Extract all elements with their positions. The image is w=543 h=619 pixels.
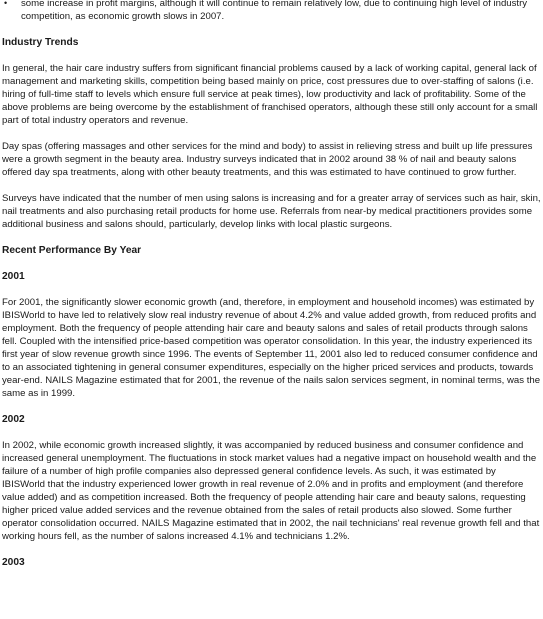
- paragraph-men-using-salons: Surveys have indicated that the number of men using salons is increasing and for a greater array of services such as hair, skin, nail treatments and also purchasing retail products for home use. Referrals from near-by medical practitioners provides some additional business and salons should, particularly, develop links with local plastic surgeons.: [2, 193, 541, 230]
- paragraph-year-2001: For 2001, the significantly slower economic growth (and, therefore, in employment and household incomes) was estimated by IBISWorld to have led to relatively slow real industry revenue of about 4.2% and value added growth, from reduced profits and employment. Both the frequency of people attending hair care and beauty salons and sales of retail products through salons fell. Coupled with the intensified price-based competition was operator consolidation. In this year, the industry experienced its first year of slow revenue growth since 1996. The events of September 11, 2001 also led to reduced consumer confidence and to an associated tightening in general consumer expenditures, especially on the higher priced services and products, towards year-end. NAILS Magazine estimated that for 2001, the revenue of the nails salon services segment, in nominal terms, was the same as in 1999.: [2, 297, 541, 399]
- bullet-item: [2, 0, 541, 23]
- year-heading-2003: 2003: [2, 557, 25, 568]
- paragraph-hair-care-problems: In general, the hair care industry suffers from significant financial problems caused by a lack of working capital, general lack of management and marketing skills, competition being based mainly on price, cost pressures due to over-staffing of salons (i.e. hiring of full-time staff to levels which ensure full service at peak times), low productivity and lack of profitability. Some of the above problems are being overcome by the establishment of franchised operators, although these still only account for a small part of total industry operators and revenue.: [2, 63, 538, 126]
- section-heading-recent-performance: Recent Performance By Year: [2, 245, 142, 256]
- section-heading-industry-trends: Industry Trends: [2, 37, 79, 48]
- bullet-text: some increase in profit margins, although it will continue to remain relatively low, due to continuing high level of industry competition, as economic growth slows in 2007.: [21, 0, 528, 22]
- bullet-marker: •: [4, 0, 8, 8]
- year-heading-2001: 2001: [2, 271, 25, 282]
- paragraph-day-spas: Day spas (offering massages and other services for the mind and body) to assist in relieving stress and built up life pressures were a growth segment in the beauty area. Industry surveys indicated that in 2002 around 38 % of nail and beauty salons offered day spa treatments, along with other beauty treatments, and this was estimated to have continued to grow further.: [2, 141, 533, 178]
- paragraph-year-2002: In 2002, while economic growth increased slightly, it was accompanied by reduced business and consumer confidence and increased general unemployment. The fluctuations in stock market values had a negative impact on household wealth and the failure of a number of high profile companies also depressed general confidence levels. As such, it was estimated by IBISWorld that the industry experienced lower growth in real revenue of 2.0% and in profits and employment (and therefore value added) and as competition increased. Both the frequency of people attending hair care and beauty salons, requesting higher priced value added services and the revenue obtained from the sales of retail products also slowed. Some further operator consolidation occurred. NAILS Magazine estimated that in 2002, the nail technicians' real revenue growth fell and that working hours fell, as the number of salons increased 4.1% and technicians 1.2%.: [2, 440, 540, 542]
- year-heading-2002: 2002: [2, 414, 25, 425]
